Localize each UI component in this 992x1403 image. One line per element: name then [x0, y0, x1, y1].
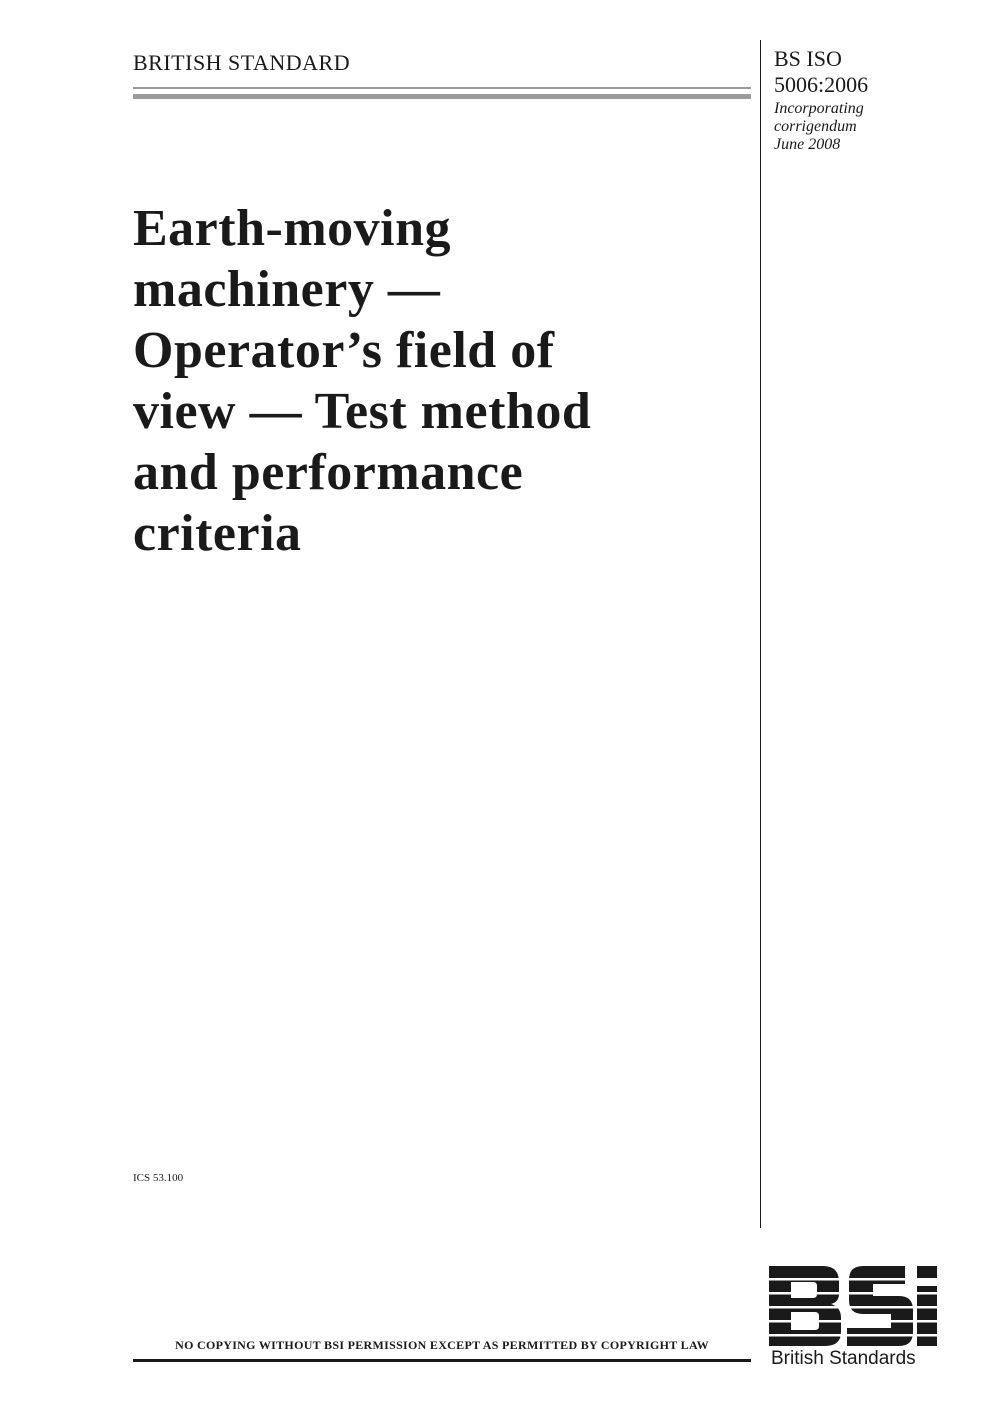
standard-number-line1: BS ISO [774, 46, 842, 71]
copyright-notice: NO COPYING WITHOUT BSI PERMISSION EXCEPT AS PERMITTED BY COPYRIGHT LAW [175, 1338, 709, 1352]
header-rule-thick [133, 94, 751, 99]
corrigendum-line1: Incorporating [774, 100, 864, 117]
document-title [133, 198, 733, 564]
title-line1: Earth-moving [133, 200, 451, 257]
corrigendum-line2: corrigendum [774, 118, 857, 135]
ics-code: ICS 53.100 [133, 1172, 184, 1184]
bsi-logo [767, 1262, 943, 1373]
standard-number [774, 46, 868, 98]
series-label: BRITISH STANDARD [133, 50, 351, 75]
title-line2: machinery — [133, 261, 441, 318]
corrigendum-note [774, 100, 864, 154]
title-line3: Operator’s field of [133, 322, 555, 379]
corrigendum-line3: June 2008 [774, 136, 841, 153]
footer-rule [133, 1359, 751, 1362]
title-line4: view — Test method [133, 383, 592, 440]
title-line5: and performance [133, 444, 524, 501]
vertical-divider [760, 40, 761, 1228]
standard-number-line2: 5006:2006 [774, 72, 869, 97]
title-line6: criteria [133, 505, 302, 562]
bsi-logo-mark [767, 1262, 943, 1368]
bsi-logo-text: British Standards [771, 1348, 916, 1368]
header-rule-thin [133, 87, 751, 89]
